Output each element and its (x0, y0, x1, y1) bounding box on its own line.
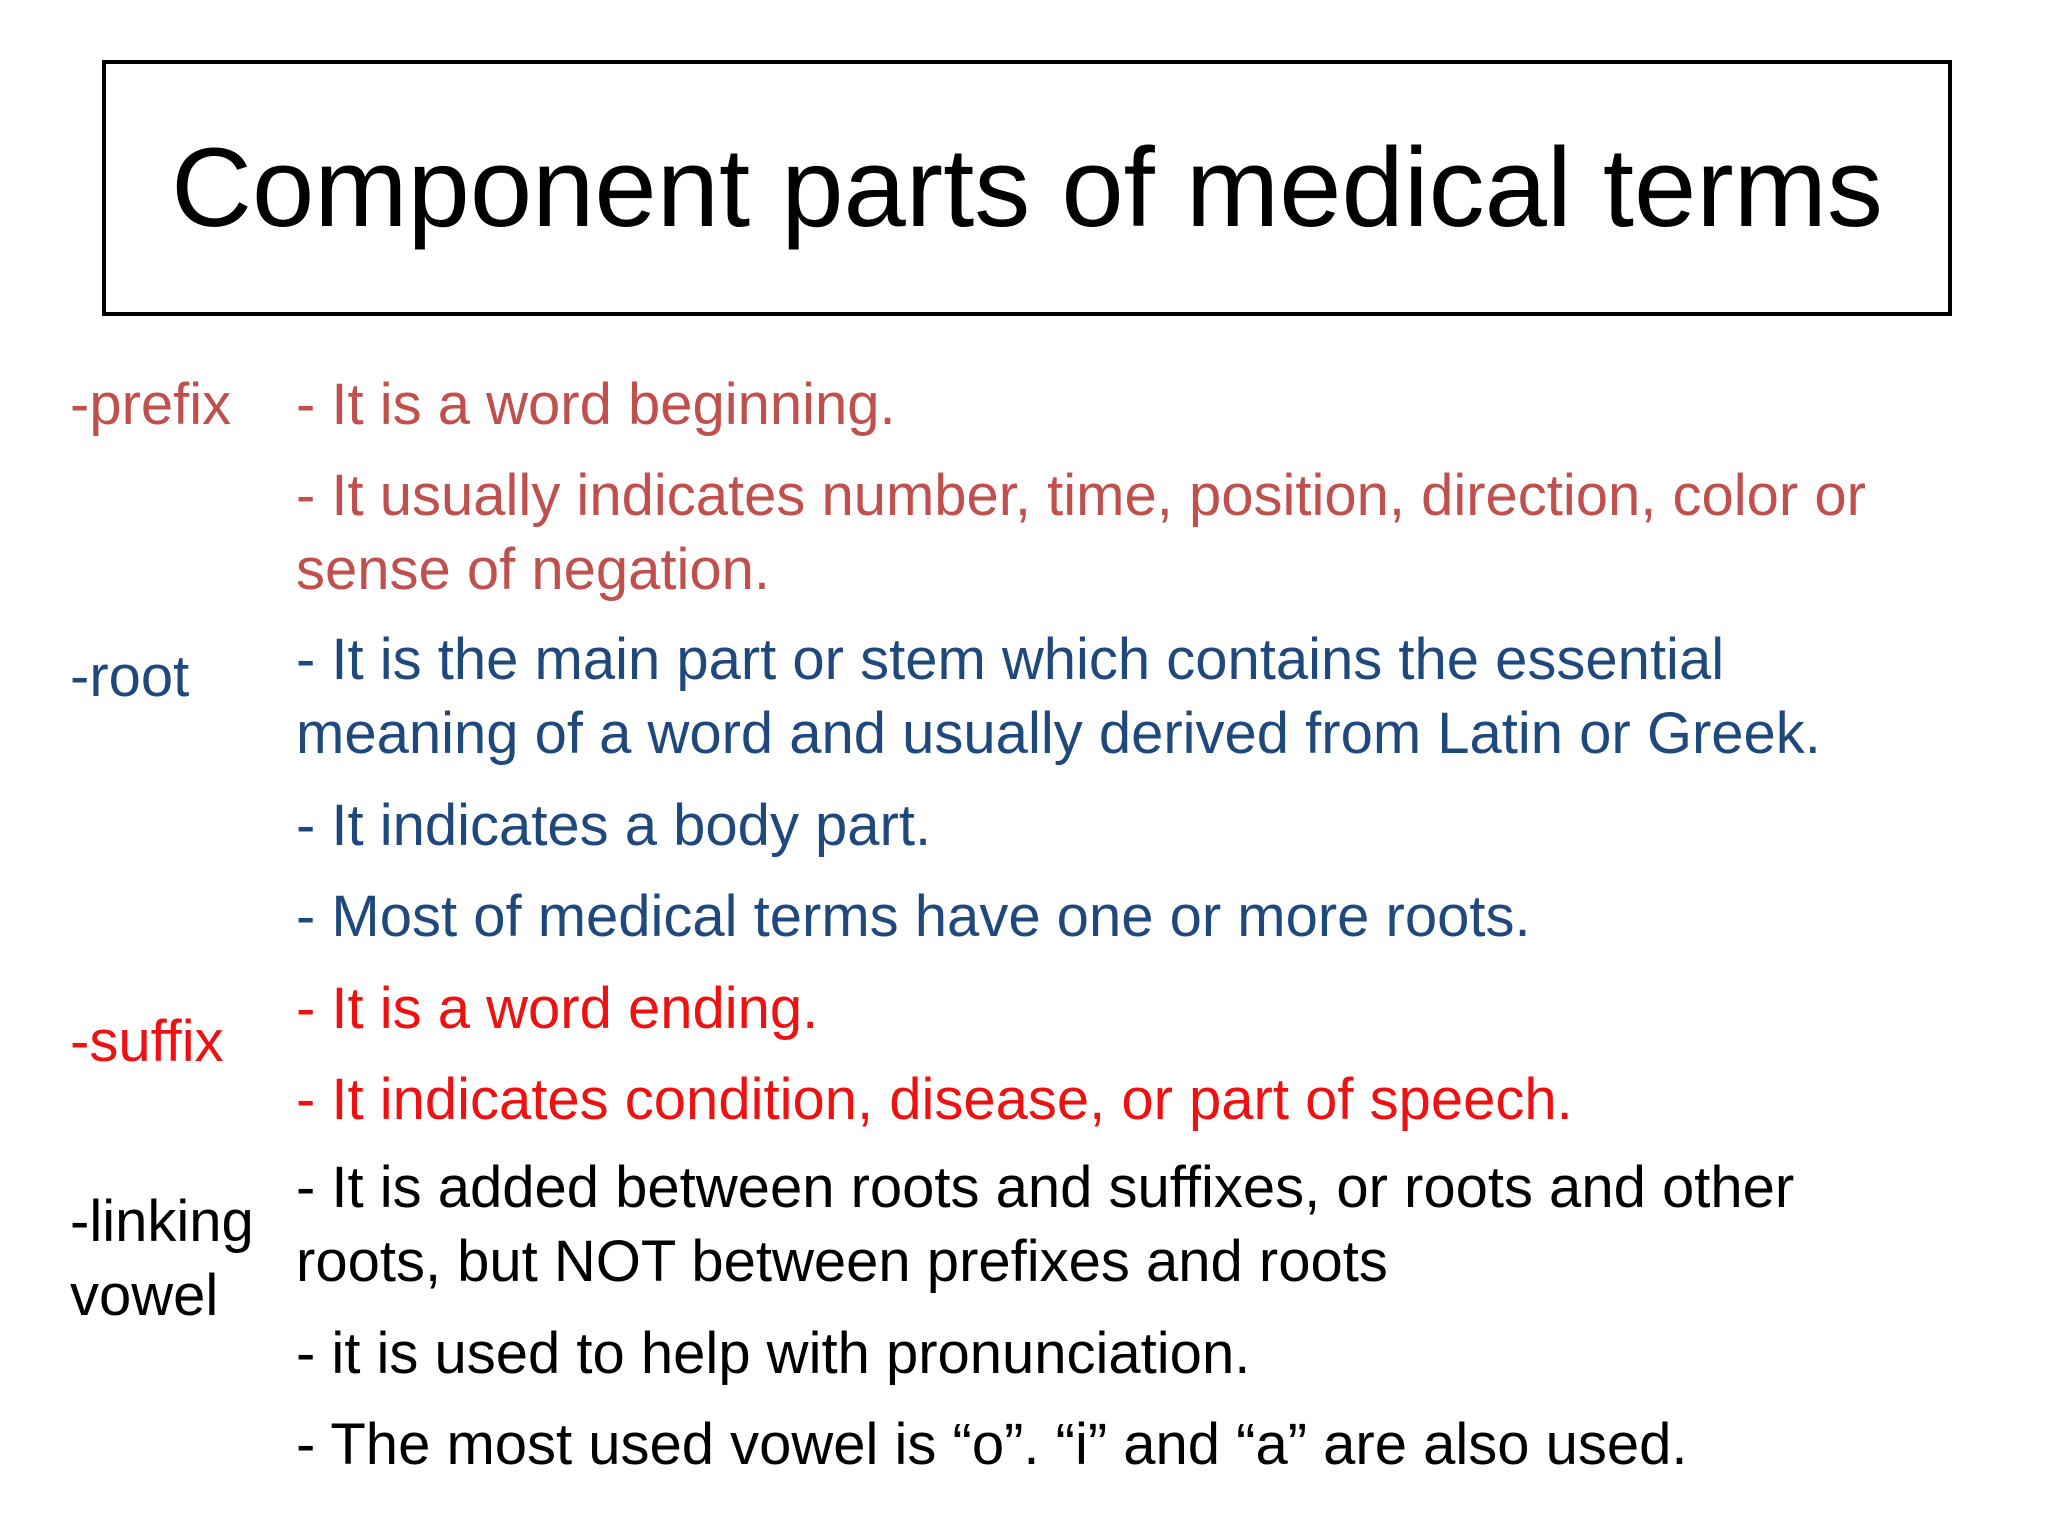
title-box (102, 60, 1952, 316)
term-vowel: vowel (70, 1263, 219, 1328)
suffix-desc-line-2: - It indicates condition, disease, or part of speech. (296, 1067, 1573, 1132)
root-desc-line-1: - It is the main part or stem which contains the essential (296, 627, 1725, 692)
slide-title: Component parts of medical terms (171, 125, 1883, 250)
suffix-desc-line-1: - It is a word ending. (296, 976, 819, 1041)
term-root: -root (70, 644, 190, 709)
prefix-desc-line-1: - It is a word beginning. (296, 372, 896, 437)
linking-desc-line-2: roots, but NOT between prefixes and roots (296, 1229, 1388, 1294)
term-prefix: -prefix (70, 372, 232, 437)
root-desc-line-4: - Most of medical terms have one or more roots. (296, 884, 1531, 949)
term-suffix: -suffix (70, 1009, 224, 1074)
term-linking: -linking (70, 1189, 254, 1254)
root-desc-line-3: - It indicates a body part. (296, 793, 932, 858)
root-desc-line-2: meaning of a word and usually derived from Latin or Greek. (296, 701, 1821, 766)
linking-desc-line-1: - It is added between roots and suffixes, or roots and other (296, 1155, 1795, 1220)
linking-desc-line-4: - The most used vowel is “o”. “i” and “a” are also used. (296, 1412, 1688, 1477)
prefix-desc-line-3: sense of negation. (296, 537, 771, 602)
prefix-desc-line-2: - It usually indicates number, time, position, direction, color or (296, 463, 1866, 528)
linking-desc-line-3: - it is used to help with pronunciation. (296, 1321, 1251, 1386)
